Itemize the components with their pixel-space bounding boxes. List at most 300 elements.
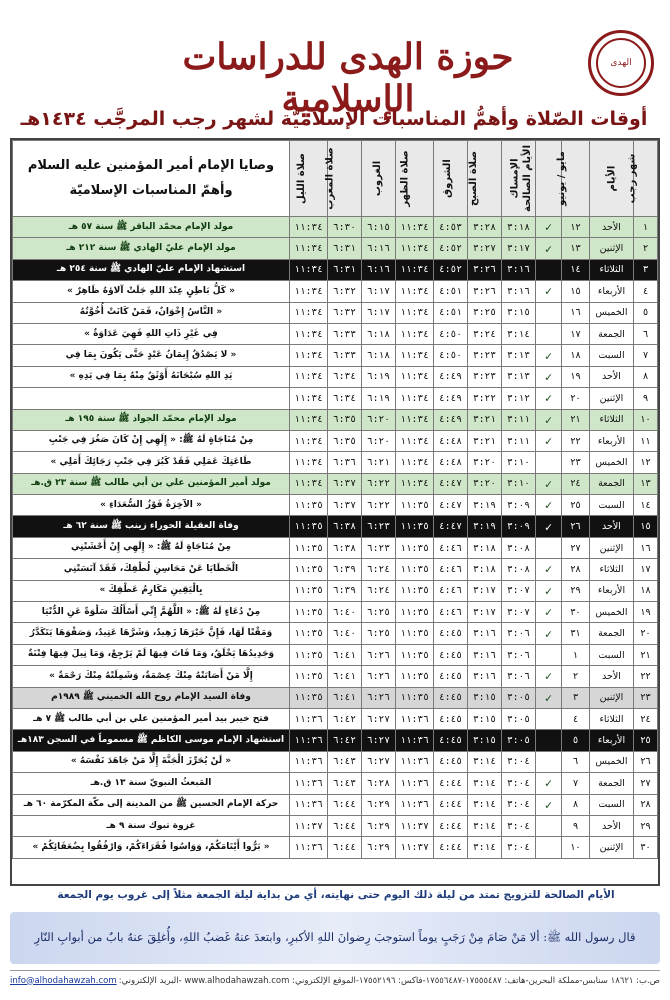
rajab-day-cell: ٢ (634, 238, 658, 259)
weekday-cell: السبت (590, 495, 634, 516)
maghrib-time-cell: ٦:٤٢ (328, 730, 362, 751)
maghrib-time-cell: ٦:٤٣ (328, 751, 362, 772)
footer-email-link[interactable]: info@alhodahawzah.com (10, 975, 117, 986)
weekday-cell: الخميس (590, 302, 634, 323)
table-row (13, 837, 658, 858)
rajab-day-cell: ٦ (634, 323, 658, 344)
imsak-time-cell: ٣:٠٦ (502, 623, 536, 644)
weekday-cell: الثلاثاء (590, 259, 634, 280)
col-sunrise: الشروق (434, 141, 468, 217)
good-day-check-icon: ✓ (536, 666, 562, 687)
sunrise-time-cell: ٤:٤٥ (434, 751, 468, 772)
fajr-time-cell: ٣:٢٥ (468, 302, 502, 323)
imsak-time-cell: ٣:١٤ (502, 323, 536, 344)
rajab-day-cell: ٢٦ (634, 751, 658, 772)
fajr-time-cell: ٣:١٤ (468, 794, 502, 815)
col-fajr: صلاة الصبح (468, 141, 502, 217)
maghrib-time-cell: ٦:٣٩ (328, 559, 362, 580)
dhuhr-time-cell: ١١:٣٥ (396, 687, 434, 708)
table-row (13, 259, 658, 280)
gregorian-day-cell: ١٨ (562, 345, 590, 366)
maghrib-time-cell: ٦:٤١ (328, 666, 362, 687)
sunset-time-cell: ٦:٢٧ (362, 708, 396, 729)
maghrib-time-cell: ٦:٤٠ (328, 602, 362, 623)
weekday-cell: الجمعة (590, 323, 634, 344)
maghrib-time-cell: ٦:٤١ (328, 687, 362, 708)
sunset-time-cell: ٦:١٨ (362, 323, 396, 344)
sunset-time-cell: ٦:٢٣ (362, 537, 396, 558)
good-day-check-icon (536, 323, 562, 344)
dhuhr-time-cell: ١١:٣٦ (396, 794, 434, 815)
night-prayer-time-cell: ١١:٣٦ (290, 837, 328, 858)
gregorian-day-cell: ٢٢ (562, 430, 590, 451)
imsak-time-cell: ٣:٠٦ (502, 666, 536, 687)
sunrise-time-cell: ٤:٤٤ (434, 794, 468, 815)
gregorian-day-cell: ٩ (562, 815, 590, 836)
dhuhr-time-cell: ١١:٣٦ (396, 708, 434, 729)
imsak-time-cell: ٣:٠٥ (502, 687, 536, 708)
night-prayer-time-cell: ١١:٣٦ (290, 708, 328, 729)
maghrib-time-cell: ٦:٣٨ (328, 537, 362, 558)
table-row (13, 666, 658, 687)
gregorian-day-cell: ٢٦ (562, 516, 590, 537)
maghrib-time-cell: ٦:٣١ (328, 238, 362, 259)
table-row (13, 495, 658, 516)
good-day-check-icon (536, 730, 562, 751)
good-day-check-icon: ✓ (536, 366, 562, 387)
sunset-time-cell: ٦:٢٦ (362, 644, 396, 665)
imsak-time-cell: ٣:٠٥ (502, 708, 536, 729)
night-prayer-time-cell: ١١:٣٤ (290, 302, 328, 323)
sunset-time-cell: ٦:١٩ (362, 366, 396, 387)
table-row (13, 345, 658, 366)
fajr-time-cell: ٣:١٨ (468, 559, 502, 580)
table-row (13, 687, 658, 708)
fajr-time-cell: ٣:١٤ (468, 773, 502, 794)
sunset-time-cell: ٦:٢٢ (362, 495, 396, 516)
sunrise-time-cell: ٤:٥٠ (434, 323, 468, 344)
night-prayer-time-cell: ١١:٣٥ (290, 644, 328, 665)
good-day-check-icon: ✓ (536, 473, 562, 494)
footer-address (119, 976, 660, 986)
sunset-time-cell: ٦:٢٧ (362, 730, 396, 751)
good-day-check-icon (536, 452, 562, 473)
page-frame (6, 4, 664, 996)
fajr-time-cell: ٣:١٦ (468, 644, 502, 665)
dhuhr-time-cell: ١١:٣٤ (396, 452, 434, 473)
sunset-time-cell: ٦:٢٩ (362, 837, 396, 858)
night-prayer-time-cell: ١١:٣٥ (290, 559, 328, 580)
dhuhr-time-cell: ١١:٣٤ (396, 345, 434, 366)
occasions-title-line2: وأهمّ المناسبات الإسلاميّة (69, 182, 233, 198)
occasion-cell: فِي غَيْرِ ذَاتِ اللهِ فَهِيَ عَدَاوَةٌ » (13, 323, 290, 344)
maghrib-time-cell: ٦:٣٧ (328, 495, 362, 516)
occasion-cell: وَمَقْتًا لَهَا، فَإِنَّ خَيْرَهَا زَهِيدٌ، وَشَرَّهَا عَتِيدٌ، وَصَفْوَهَا يَتَكَدَّرُ (13, 623, 290, 644)
dhuhr-time-cell: ١١:٣٤ (396, 323, 434, 344)
table-header-row (13, 141, 658, 217)
maghrib-time-cell: ٦:٣٢ (328, 281, 362, 302)
sunset-time-cell: ٦:١٩ (362, 388, 396, 409)
good-day-check-icon (536, 751, 562, 772)
night-prayer-time-cell: ١١:٣٤ (290, 238, 328, 259)
night-prayer-time-cell: ١١:٣٤ (290, 281, 328, 302)
imsak-time-cell: ٣:٠٨ (502, 559, 536, 580)
table-row (13, 537, 658, 558)
footer-website[interactable]: www.alhodahawzah.com (184, 975, 290, 986)
weekday-cell: الخميس (590, 751, 634, 772)
fajr-time-cell: ٣:٢٢ (468, 388, 502, 409)
sunrise-time-cell: ٤:٥٠ (434, 345, 468, 366)
night-prayer-time-cell: ١١:٣٤ (290, 409, 328, 430)
sunrise-time-cell: ٤:٤٦ (434, 602, 468, 623)
weekday-cell: الإثنين (590, 537, 634, 558)
maghrib-time-cell: ٦:٤١ (328, 644, 362, 665)
col-occasions (13, 141, 290, 217)
weekday-cell: الإثنين (590, 238, 634, 259)
imsak-time-cell: ٣:٠٧ (502, 602, 536, 623)
fajr-time-cell: ٣:٢٤ (468, 323, 502, 344)
imsak-time-cell: ٣:١٥ (502, 302, 536, 323)
imsak-time-cell: ٣:٠٤ (502, 815, 536, 836)
maghrib-time-cell: ٦:٣٣ (328, 323, 362, 344)
dhuhr-time-cell: ١١:٣٧ (396, 815, 434, 836)
weekday-cell: الأحد (590, 815, 634, 836)
imsak-time-cell: ٣:١٠ (502, 452, 536, 473)
gregorian-day-cell: ١٦ (562, 302, 590, 323)
fajr-time-cell: ٣:١٥ (468, 687, 502, 708)
fajr-time-cell: ٣:٢٠ (468, 473, 502, 494)
table-row (13, 409, 658, 430)
dhuhr-time-cell: ١١:٣٥ (396, 537, 434, 558)
sunrise-time-cell: ٤:٤٦ (434, 580, 468, 601)
fajr-time-cell: ٣:١٩ (468, 516, 502, 537)
occasion-cell: غزوة تبوك سنة ٩ هـ (13, 815, 290, 836)
good-day-check-icon (536, 708, 562, 729)
fajr-time-cell: ٣:١٩ (468, 495, 502, 516)
table-row (13, 730, 658, 751)
rajab-day-cell: ١٥ (634, 516, 658, 537)
rajab-day-cell: ١٩ (634, 602, 658, 623)
footer (10, 970, 660, 990)
weekday-cell: الثلاثاء (590, 708, 634, 729)
table-row (13, 794, 658, 815)
fajr-time-cell: ٣:١٤ (468, 837, 502, 858)
imsak-time-cell: ٣:١٣ (502, 366, 536, 387)
occasion-cell: « لا يَصْدُقُ إِيمَانُ عَبْدٍ حَتَّى يَكُونَ بِمَا فِي (13, 345, 290, 366)
occasion-cell: الْخَطَايَا عَنْ مَحَاسِنِ لُطْفِكَ، فَقَدْ آنَسَتْنِي (13, 559, 290, 580)
occasion-cell: يَدِ اللهِ سُبْحَانَهُ أَوْثَقُ مِنْهُ بِمَا فِي يَدِهِ » (13, 366, 290, 387)
dhuhr-time-cell: ١١:٣٥ (396, 580, 434, 601)
dhuhr-time-cell: ١١:٣٥ (396, 495, 434, 516)
rajab-day-cell: ٢٩ (634, 815, 658, 836)
weekday-cell: الثلاثاء (590, 559, 634, 580)
marriage-days-note: الأيام الصالحة للتزويج تمتد من ليلة ذلك اليوم حتى نهايته، أي من بداية ليلة الجمعة مثلاً إلى غروب يوم الجمعة (57, 889, 615, 901)
imsak-time-cell: ٣:٠٩ (502, 495, 536, 516)
occasion-cell: إِلَّا مَنْ أَصَابَتْهُ مِنْكَ عِصْمَةٌ، وَشَمِلَتْهُ مِنْكَ رَحْمَةٌ » (13, 666, 290, 687)
maghrib-time-cell: ٦:٣٦ (328, 452, 362, 473)
weekday-cell: الأربعاء (590, 730, 634, 751)
imsak-time-cell: ٣:١٢ (502, 388, 536, 409)
weekday-cell: الجمعة (590, 473, 634, 494)
maghrib-time-cell: ٦:٤٠ (328, 623, 362, 644)
occasion-cell: طَاعَتِكَ عَمَلِي فَقَدْ كَبُرَ فِي جَنْبِ رَجَائِكَ أَمَلِي » (13, 452, 290, 473)
occasion-cell: وفاة العقيلة الحوراء زينب ﷺ سنة ٦٢ هـ (13, 516, 290, 537)
gregorian-day-cell: ٢٨ (562, 559, 590, 580)
fajr-time-cell: ٣:١٧ (468, 580, 502, 601)
good-day-check-icon: ✓ (536, 217, 562, 238)
footer-email-label: -البريد الإلكتروني: (118, 975, 182, 986)
good-day-check-icon (536, 815, 562, 836)
night-prayer-time-cell: ١١:٣٤ (290, 473, 328, 494)
fajr-time-cell: ٣:١٧ (468, 602, 502, 623)
weekday-cell: السبت (590, 644, 634, 665)
night-prayer-time-cell: ١١:٣٦ (290, 730, 328, 751)
gregorian-day-cell: ١٩ (562, 366, 590, 387)
table-row (13, 473, 658, 494)
col-day: الأيام (590, 141, 634, 217)
dhuhr-time-cell: ١١:٣٤ (396, 238, 434, 259)
dhuhr-time-cell: ١١:٣٧ (396, 837, 434, 858)
gregorian-day-cell: ٢٤ (562, 473, 590, 494)
sunset-time-cell: ٦:١٦ (362, 238, 396, 259)
rajab-day-cell: ١٧ (634, 559, 658, 580)
rajab-day-cell: ٢٤ (634, 708, 658, 729)
table-row (13, 238, 658, 259)
sunset-time-cell: ٦:٢٤ (362, 580, 396, 601)
rajab-day-cell: ٢٨ (634, 794, 658, 815)
table-row (13, 516, 658, 537)
sunset-time-cell: ٦:٢٣ (362, 516, 396, 537)
gregorian-day-cell: ٣ (562, 687, 590, 708)
night-prayer-time-cell: ١١:٣٤ (290, 217, 328, 238)
imsak-time-cell: ٣:٠٤ (502, 751, 536, 772)
dhuhr-time-cell: ١١:٣٤ (396, 366, 434, 387)
table-row (13, 281, 658, 302)
rajab-day-cell: ١٣ (634, 473, 658, 494)
sunrise-time-cell: ٤:٥٢ (434, 238, 468, 259)
sunset-time-cell: ٦:٢٦ (362, 666, 396, 687)
fajr-time-cell: ٣:٢٣ (468, 366, 502, 387)
dhuhr-time-cell: ١١:٣٥ (396, 559, 434, 580)
rajab-day-cell: ١٤ (634, 495, 658, 516)
gregorian-day-cell: ٧ (562, 773, 590, 794)
occasion-cell: مِنْ مُنَاجَاةٍ لَهُ ﷺ: « إِلَهِي إِنْ أَحْشَتْنِي (13, 537, 290, 558)
sunrise-time-cell: ٤:٤٨ (434, 452, 468, 473)
rajab-day-cell: ٢١ (634, 644, 658, 665)
sunset-time-cell: ٦:١٦ (362, 259, 396, 280)
table-row (13, 302, 658, 323)
table-row (13, 559, 658, 580)
fajr-time-cell: ٣:١٤ (468, 815, 502, 836)
night-prayer-time-cell: ١١:٣٥ (290, 516, 328, 537)
good-day-check-icon: ✓ (536, 345, 562, 366)
gregorian-day-cell: ١٤ (562, 259, 590, 280)
occasion-cell: مِنْ مُنَاجَاةٍ لَهُ ﷺ: « إِلَهِي إِنْ كَانَ صَغُرَ فِي جَنْبِ (13, 430, 290, 451)
gregorian-day-cell: ١٥ (562, 281, 590, 302)
table-row (13, 452, 658, 473)
weekday-cell: الأربعاء (590, 430, 634, 451)
sunset-time-cell: ٦:٢٥ (362, 623, 396, 644)
maghrib-time-cell: ٦:٣٣ (328, 345, 362, 366)
rajab-day-cell: ٨ (634, 366, 658, 387)
table-row (13, 388, 658, 409)
good-day-check-icon: ✓ (536, 388, 562, 409)
night-prayer-time-cell: ١١:٣٤ (290, 345, 328, 366)
maghrib-time-cell: ٦:٣٥ (328, 430, 362, 451)
sunset-time-cell: ٦:٢٢ (362, 473, 396, 494)
weekday-cell: الأربعاء (590, 580, 634, 601)
maghrib-time-cell: ٦:٤٢ (328, 708, 362, 729)
good-day-check-icon (536, 259, 562, 280)
sunrise-time-cell: ٤:٥١ (434, 281, 468, 302)
weekday-cell: الجمعة (590, 773, 634, 794)
imsak-time-cell: ٣:١٦ (502, 281, 536, 302)
weekday-cell: السبت (590, 345, 634, 366)
sunset-time-cell: ٦:٢٩ (362, 815, 396, 836)
occasion-cell: مولد الإمام محمّد الجواد ﷺ سنة ١٩٥ هـ (13, 409, 290, 430)
sunrise-time-cell: ٤:٤٦ (434, 559, 468, 580)
sunrise-time-cell: ٤:٤٥ (434, 644, 468, 665)
rajab-day-cell: ١٢ (634, 452, 658, 473)
maghrib-time-cell: ٦:٣٨ (328, 516, 362, 537)
night-prayer-time-cell: ١١:٣٦ (290, 751, 328, 772)
imsak-time-cell: ٣:٠٥ (502, 730, 536, 751)
weekday-cell: الإثنين (590, 687, 634, 708)
dhuhr-time-cell: ١١:٣٥ (396, 644, 434, 665)
weekday-cell: الخميس (590, 602, 634, 623)
sunrise-time-cell: ٤:٤٩ (434, 366, 468, 387)
org-name: حوزة الهدى للدراسات الإسلامية (182, 36, 514, 120)
gregorian-day-cell: ١٢ (562, 217, 590, 238)
night-prayer-time-cell: ١١:٣٤ (290, 388, 328, 409)
maghrib-time-cell: ٦:٣٥ (328, 409, 362, 430)
occasion-cell: « كَلُّ بَاطِنٍ عِنْدَ اللهِ جَلَتْ آلاؤهُ ظَاهِرٌ » (13, 281, 290, 302)
dhuhr-time-cell: ١١:٣٤ (396, 217, 434, 238)
gregorian-day-cell: ٢٩ (562, 580, 590, 601)
good-day-check-icon: ✓ (536, 773, 562, 794)
footer-address-text: ص.ب: ١٨٦٢١ سنابس-مملكة البحرين-هاتف: ١٧٥٥٥٤٨٧-١٧٥٥٦٤٨٧-فاكس: ١٧٥٥٢١٩٦-الموقع الإلكتروني: (292, 975, 660, 986)
occasion-cell: « لَنْ يُحَرِّزَ الْجَنَّةَ إِلَّا مَنْ جَاهَدَ نَفْسَهُ » (13, 751, 290, 772)
occasion-cell: مِنْ دُعَاءٍ لَهُ ﷺ: « اللَّهُمَّ إِنِّي أَسْأَلُكَ سَلْوَةً عَنِ الدُّنْيَا (13, 602, 290, 623)
rajab-day-cell: ٢٣ (634, 687, 658, 708)
imsak-time-cell: ٣:٠٩ (502, 516, 536, 537)
gregorian-day-cell: ٢ (562, 666, 590, 687)
imsak-time-cell: ٣:١٨ (502, 217, 536, 238)
night-prayer-time-cell: ١١:٣٥ (290, 687, 328, 708)
night-prayer-time-cell: ١١:٣٦ (290, 773, 328, 794)
sunset-time-cell: ٦:٢١ (362, 452, 396, 473)
imsak-time-cell: ٣:٠٤ (502, 837, 536, 858)
sunrise-time-cell: ٤:٤٨ (434, 430, 468, 451)
col-rajab: شهر رجب (634, 141, 658, 217)
good-day-check-icon: ✓ (536, 430, 562, 451)
maghrib-time-cell: ٦:٣٢ (328, 302, 362, 323)
fajr-time-cell: ٣:٢٧ (468, 238, 502, 259)
table-row (13, 623, 658, 644)
night-prayer-time-cell: ١١:٣٤ (290, 323, 328, 344)
occasion-cell: مولد الإمام محمّد الباقر ﷺ سنة ٥٧ هـ (13, 217, 290, 238)
table-row (13, 644, 658, 665)
gregorian-day-cell: ٤ (562, 708, 590, 729)
rajab-day-cell: ٣ (634, 259, 658, 280)
occasion-cell: مولد أمير المؤمنين علي بن أبي طالب ﷺ سنة ٢٣ ق.هـ (13, 473, 290, 494)
org-logo (588, 30, 654, 96)
night-prayer-time-cell: ١١:٣٥ (290, 495, 328, 516)
sunset-time-cell: ٦:١٨ (362, 345, 396, 366)
rajab-day-cell: ١٠ (634, 409, 658, 430)
gregorian-day-cell: ١ (562, 644, 590, 665)
occasion-cell: « النَّاسُ إِخْوَانٌ، فَمَنْ كَانَتْ أُخُوَّتُهُ (13, 302, 290, 323)
dhuhr-time-cell: ١١:٣٦ (396, 773, 434, 794)
imsak-time-cell: ٣:١٣ (502, 345, 536, 366)
imsak-time-cell: ٣:١١ (502, 430, 536, 451)
weekday-cell: السبت (590, 794, 634, 815)
dhuhr-time-cell: ١١:٣٤ (396, 430, 434, 451)
table-row (13, 773, 658, 794)
rajab-day-cell: ١١ (634, 430, 658, 451)
fajr-time-cell: ٣:١٥ (468, 708, 502, 729)
prayer-times-table (10, 138, 660, 886)
org-logo-text: الهدى (596, 38, 646, 88)
night-prayer-time-cell: ١١:٣٥ (290, 602, 328, 623)
table-row (13, 708, 658, 729)
rajab-day-cell: ٢٥ (634, 730, 658, 751)
fajr-time-cell: ٣:١٦ (468, 666, 502, 687)
occasion-cell (13, 388, 290, 409)
maghrib-time-cell: ٦:٤٤ (328, 794, 362, 815)
fajr-time-cell: ٣:٢٦ (468, 281, 502, 302)
fajr-time-cell: ٣:٢١ (468, 409, 502, 430)
sunset-time-cell: ٦:١٧ (362, 281, 396, 302)
dhuhr-time-cell: ١١:٣٤ (396, 281, 434, 302)
sunrise-time-cell: ٤:٥١ (434, 302, 468, 323)
good-day-check-icon: ✓ (536, 281, 562, 302)
sunset-time-cell: ٦:٢٠ (362, 409, 396, 430)
good-day-check-icon (536, 302, 562, 323)
dhuhr-time-cell: ١١:٣٥ (396, 602, 434, 623)
gregorian-day-cell: ١٣ (562, 238, 590, 259)
occasion-cell: استشهاد الإمام موسى الكاظم ﷺ مسموماً في السجن ١٨٣هـ (13, 730, 290, 751)
sunrise-time-cell: ٤:٤٤ (434, 773, 468, 794)
weekday-cell: الجمعة (590, 623, 634, 644)
fajr-time-cell: ٣:٢٣ (468, 345, 502, 366)
sunrise-time-cell: ٤:٤٥ (434, 708, 468, 729)
good-day-check-icon: ✓ (536, 602, 562, 623)
good-day-check-icon: ✓ (536, 623, 562, 644)
weekday-cell: الإثنين (590, 388, 634, 409)
weekday-cell: الأحد (590, 666, 634, 687)
good-day-check-icon (536, 837, 562, 858)
weekday-cell: الخميس (590, 452, 634, 473)
occasion-cell: المَبعثُ النبويّ سنة ١٣ ق.هـ (13, 773, 290, 794)
sunrise-time-cell: ٤:٤٩ (434, 388, 468, 409)
fajr-time-cell: ٣:١٨ (468, 537, 502, 558)
rajab-day-cell: ٧ (634, 345, 658, 366)
maghrib-time-cell: ٦:٣٩ (328, 580, 362, 601)
sunrise-time-cell: ٤:٤٤ (434, 837, 468, 858)
rajab-day-cell: ٢٧ (634, 773, 658, 794)
good-day-check-icon (536, 537, 562, 558)
col-good-days: الأيام الصالحة (536, 141, 562, 217)
weekday-cell: الأحد (590, 366, 634, 387)
good-day-check-icon: ✓ (536, 580, 562, 601)
rajab-day-cell: ٢٢ (634, 666, 658, 687)
sunrise-time-cell: ٤:٥٢ (434, 259, 468, 280)
gregorian-day-cell: ٢١ (562, 409, 590, 430)
weekday-cell: الثلاثاء (590, 409, 634, 430)
rajab-day-cell: ٣٠ (634, 837, 658, 858)
good-day-check-icon (536, 644, 562, 665)
